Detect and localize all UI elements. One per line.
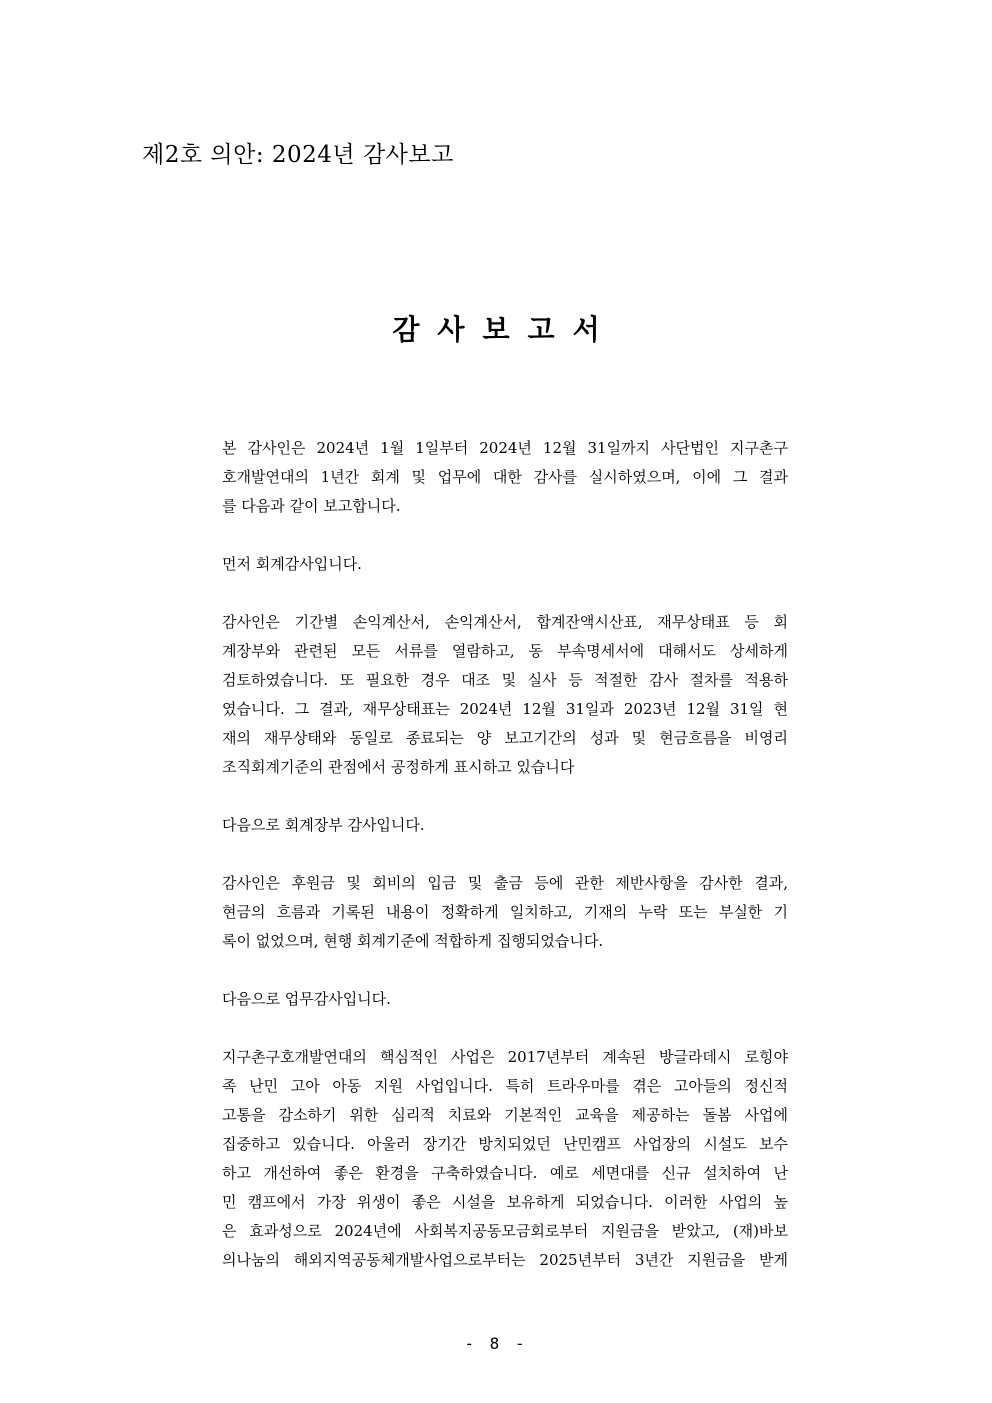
- text-line: 은 효과성으로 2024년에 사회복지공동모금회로부터 지원금을 받았고, (재)바보: [222, 1222, 788, 1240]
- report-body: [222, 434, 788, 1304]
- paragraph-accounting-audit: [222, 608, 788, 782]
- text-line: 집중하고 있습니다. 아울러 장기간 방치되었던 난민캠프 사업장의 시설도 보수: [222, 1135, 788, 1153]
- paragraph-intro: [222, 434, 788, 521]
- agenda-heading: 제2호 의안: 2024년 감사보고: [142, 142, 454, 168]
- text-line: 지구촌구호개발연대의 핵심적인 사업은 2017년부터 계속된 방글라데시 로힝야: [222, 1048, 788, 1066]
- paragraph-accounting-intro: [222, 550, 788, 579]
- paragraph-operations-audit: [222, 1043, 788, 1275]
- text-line: 의나눔의 해외지역공동체개발사업으로부터는 2025년부터 3년간 지원금을 받게: [222, 1251, 788, 1269]
- text-line: 현금의 흐름과 기록된 내용이 정확하게 일치하고, 기재의 누락 또는 부실한 기: [222, 903, 788, 921]
- text-line: 호개발연대의 1년간 회계 및 업무에 대한 감사를 실시하였으며, 이에 그 결과: [222, 468, 788, 486]
- text-line: 계장부와 관련된 모든 서류를 열람하고, 동 부속명세서에 대해서도 상세하게: [222, 642, 788, 660]
- text-line: 하고 개선하여 좋은 환경을 구축하였습니다. 예로 세면대를 신규 설치하여 난: [222, 1164, 788, 1182]
- paragraph-ledger-intro: [222, 811, 788, 840]
- text-line: 고통을 감소하기 위한 심리적 치료와 기본적인 교육을 제공하는 돌봄 사업에: [222, 1106, 788, 1124]
- text-line: 다음으로 업무감사입니다.: [222, 990, 391, 1008]
- text-line: 감사인은 기간별 손익계산서, 손익계산서, 합계잔액시산표, 재무상태표 등 회: [222, 613, 788, 631]
- text-line: 다음으로 회계장부 감사입니다.: [222, 816, 425, 834]
- text-line: 감사인은 후원금 및 회비의 입금 및 출금 등에 관한 제반사항을 감사한 결과,: [222, 874, 788, 892]
- text-line: 검토하였습니다. 또 필요한 경우 대조 및 실사 등 적절한 감사 절차를 적용하: [222, 671, 788, 689]
- text-line: 조직회계기준의 관점에서 공정하게 표시하고 있습니다: [222, 758, 575, 776]
- text-line: 본 감사인은 2024년 1월 1일부터 2024년 12월 31일까지 사단법인 지구촌구: [222, 439, 788, 457]
- paragraph-ledger-audit: [222, 869, 788, 956]
- page-number: - 8 -: [464, 1334, 528, 1353]
- text-line: 록이 없었으며, 현행 회계기준에 적합하게 집행되었습니다.: [222, 932, 604, 950]
- text-line: 족 난민 고아 아동 지원 사업입니다. 특히 트라우마를 겪은 고아들의 정신적: [222, 1077, 788, 1095]
- paragraph-operations-intro: [222, 985, 788, 1014]
- text-line: 민 캠프에서 가장 위생이 좋은 시설을 보유하게 되었습니다. 이러한 사업의 높: [222, 1193, 788, 1211]
- text-line: 재의 재무상태와 동일로 종료되는 양 보고기간의 성과 및 현금흐름을 비영리: [222, 729, 788, 747]
- text-line: 먼저 회계감사입니다.: [222, 555, 362, 573]
- text-line: 를 다음과 같이 보고합니다.: [222, 497, 401, 515]
- document-title: 감사보고서: [392, 313, 618, 346]
- text-line: 였습니다. 그 결과, 재무상태표는 2024년 12월 31일과 2023년 12월 31일 현: [222, 700, 788, 718]
